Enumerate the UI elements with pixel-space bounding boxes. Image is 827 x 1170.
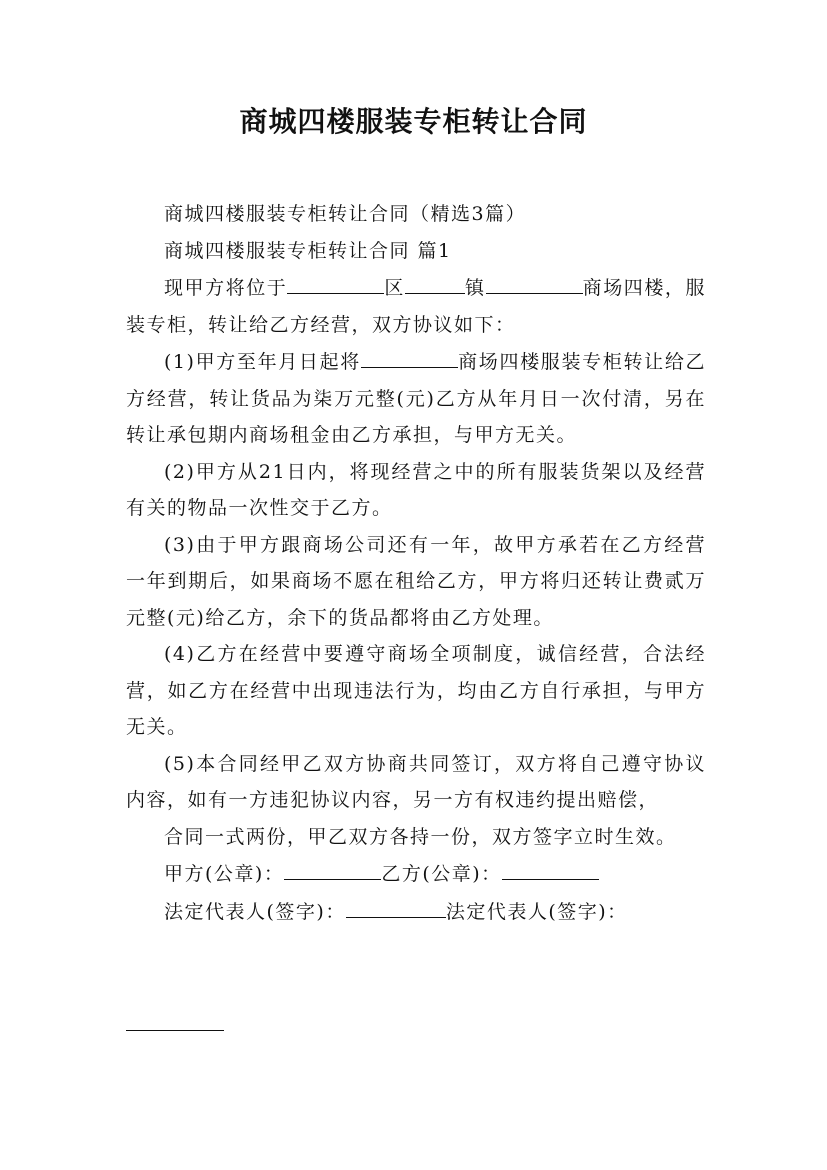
party-b-seal-label: 乙方(公章)： [381,863,502,885]
party-a-seal-blank [284,855,381,880]
legal-rep-a-label: 法定代表人(签字)： [164,900,346,923]
clause-1-text-2: 商场四楼服装专柜转让给乙方经营，转让货品为柒万元整(元)乙方从年月日一次付清，另在转让承包期内商场租金由乙方承担，与甲方无关。 [126,351,706,446]
legal-rep-b-label: 法定代表人(签字)： [445,900,628,923]
party-b-seal-blank [502,855,599,880]
clause-3: (3)由于甲方跟商场公司还有一年，故甲方承若在乙方经营一年到期后，如果商场不愿在租给乙方，甲方将归还转让费贰万元整(元)给乙方，余下的货品都将由乙方处理。 [126,533,706,629]
clause-1-blank [361,343,458,368]
document-subtitle: 商城四楼服装专柜转让合同（精选3篇） [164,203,527,225]
district-blank [287,269,384,294]
intro-paragraph [126,269,706,343]
section-heading: 商城四楼服装专柜转让合同 篇1 [164,239,452,262]
legal-rep-a-blank [346,893,446,918]
signature-line [126,893,706,931]
legal-rep-b-blank [126,1030,224,1031]
clause-1-text-1: (1)甲方至年月日起将 [164,351,361,373]
town-blank [405,269,465,294]
clause-5: (5)本合同经甲乙双方协商共同签订，双方将自己遵守协议内容，如有一方违犯协议内容，另一方有权违约提出赔偿， [126,752,706,811]
mall-blank [486,269,583,294]
copies-statement: 合同一式两份，甲乙双方各持一份，双方签字立时生效。 [164,825,677,848]
intro-text-2: 区 [384,277,405,299]
party-a-seal-label: 甲方(公章)： [164,863,285,885]
clause-2: (2)甲方从21日内，将现经营之中的所有服装货架以及经营有关的物品一次性交于乙方。 [126,460,706,519]
clause-4: (4)乙方在经营中要遵守商场全项制度，诚信经营，合法经营，如乙方在经营中出现违法行为，均由乙方自行承担，与甲方无关。 [126,643,706,738]
clause-1 [126,343,706,454]
seal-line [126,855,706,893]
intro-text-4: 商场四楼，服装专柜，转让给乙方经营，双方协议如下： [126,277,706,336]
document-body [126,196,706,930]
intro-text-1: 现甲方将位于 [164,277,288,299]
intro-text-3: 镇 [464,277,486,299]
document-title: 商城四楼服装专柜转让合同 [239,105,588,138]
